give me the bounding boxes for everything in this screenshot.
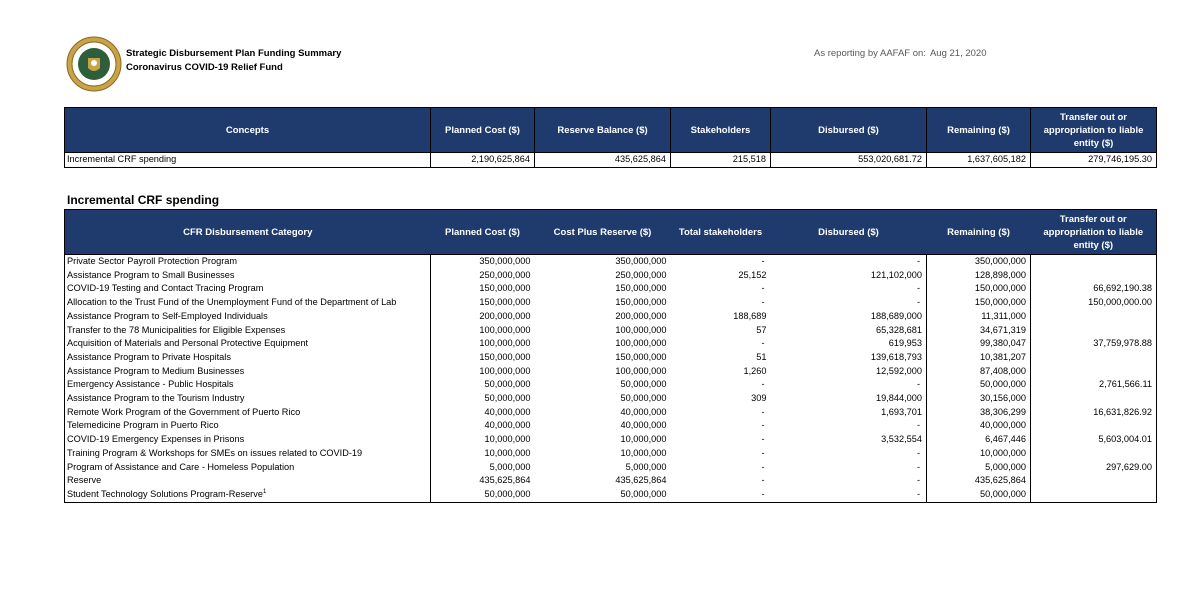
- table-row: [65, 419, 1157, 433]
- table-cell: 10,381,207: [927, 351, 1031, 365]
- table-cell: Training Program & Workshops for SMEs on issues related to COVID-19: [65, 447, 431, 461]
- table-cell: -: [761, 297, 765, 308]
- table-cell: 139,618,793: [771, 351, 927, 365]
- table-cell: 1,260: [743, 365, 767, 376]
- table-cell: 40,000,000: [927, 419, 1031, 433]
- table-cell: 99,380,047: [927, 337, 1031, 351]
- table-row: [65, 474, 1157, 488]
- table-cell: [1031, 324, 1157, 338]
- summary-cell: 1,637,605,182: [927, 153, 1031, 168]
- table-cell: 3,532,554: [771, 433, 927, 447]
- table-row: [65, 337, 1157, 351]
- summary-header-2: Reserve Balance ($): [535, 108, 671, 153]
- table-cell: 50,000,000: [484, 393, 531, 404]
- table-cell: Assistance Program to Private Hospitals: [65, 351, 431, 365]
- table-cell: 40,000,000: [484, 420, 531, 431]
- table-cell: 188,689,000: [771, 310, 927, 324]
- table-cell: Program of Assistance and Care - Homeless Population: [65, 461, 431, 475]
- table-cell: COVID-19 Emergency Expenses in Prisons: [65, 433, 431, 447]
- table-row: [65, 365, 1157, 379]
- table-cell: 100,000,000: [479, 338, 531, 349]
- table-cell: -: [771, 378, 927, 392]
- table-cell: 150,000,000: [927, 296, 1031, 310]
- table-cell: 50,000,000: [927, 488, 1031, 502]
- table-cell: 435,625,864: [479, 475, 531, 486]
- table-cell: 34,671,319: [927, 324, 1031, 338]
- table-cell: 51: [756, 351, 767, 362]
- table-cell: 200,000,000: [615, 310, 667, 321]
- table-cell: -: [761, 420, 765, 431]
- table-cell: Transfer to the 78 Municipalities for Eligible Expenses: [65, 324, 431, 338]
- summary-cell: 279,746,195.30: [1031, 153, 1157, 168]
- table-cell: [1031, 365, 1157, 379]
- table-cell: [1031, 255, 1157, 269]
- detail-table: [64, 209, 1157, 503]
- table-row: [65, 461, 1157, 475]
- footnote-marker: 1: [262, 488, 267, 495]
- table-cell: Emergency Assistance - Public Hospitals: [65, 378, 431, 392]
- table-cell: 100,000,000: [479, 324, 531, 335]
- table-cell: Student Technology Solutions Program-Reserve$^1$: [65, 488, 431, 502]
- table-row: [65, 255, 1157, 269]
- table-cell: 100,000,000: [615, 338, 667, 349]
- summary-cell: 435,625,864: [535, 153, 671, 168]
- report-title: Strategic Disbursement Plan Funding Summary: [126, 48, 342, 59]
- table-cell: 435,625,864: [615, 475, 667, 486]
- detail-header-0: CFR Disbursement Category: [65, 210, 431, 255]
- table-cell: [1031, 488, 1157, 502]
- table-cell: 50,000,000: [620, 393, 667, 404]
- table-cell: 40,000,000: [620, 406, 667, 417]
- summary-header-1: Planned Cost ($): [431, 108, 535, 153]
- table-cell: 100,000,000: [615, 365, 667, 376]
- table-cell: 150,000,000: [479, 283, 531, 294]
- table-cell: Telemedicine Program in Puerto Rico: [65, 419, 431, 433]
- table-cell: Private Sector Payroll Protection Program: [65, 255, 431, 269]
- table-cell: 10,000,000: [927, 447, 1031, 461]
- table-cell: [1031, 419, 1157, 433]
- table-cell: 1,693,701: [771, 406, 927, 420]
- table-cell: 10,000,000: [484, 434, 531, 445]
- table-cell: 10,000,000: [620, 447, 667, 458]
- table-cell: 37,759,978.88: [1031, 337, 1157, 351]
- table-cell: Assistance Program to Self-Employed Individuals: [65, 310, 431, 324]
- table-cell: [1031, 392, 1157, 406]
- table-cell: -: [771, 474, 927, 488]
- table-cell: 200,000,000: [479, 310, 531, 321]
- detail-header-6: Transfer out or appropriation to liable entity ($): [1031, 210, 1157, 255]
- table-cell: 5,000,000: [625, 461, 667, 472]
- table-cell: 40,000,000: [484, 406, 531, 417]
- summary-header-4: Disbursed ($): [771, 108, 927, 153]
- table-cell: 65,328,681: [771, 324, 927, 338]
- table-cell: 16,631,826.92: [1031, 406, 1157, 420]
- table-cell: -: [761, 379, 765, 390]
- table-row: [65, 269, 1157, 283]
- table-cell: 5,000,000: [489, 461, 531, 472]
- as-of-date: Aug 21, 2020: [929, 48, 987, 59]
- table-cell: 2,761,566.11: [1031, 378, 1157, 392]
- table-cell: 50,000,000: [535, 488, 671, 502]
- table-row: [65, 378, 1157, 392]
- table-cell: -: [771, 296, 927, 310]
- table-cell: -: [771, 255, 927, 269]
- table-cell: 350,000,000: [927, 255, 1031, 269]
- table-cell: 11,311,000: [927, 310, 1031, 324]
- table-cell: 250,000,000: [615, 269, 667, 280]
- table-cell: -: [761, 406, 765, 417]
- summary-header-5: Remaining ($): [927, 108, 1031, 153]
- table-cell: 5,603,004.01: [1031, 433, 1157, 447]
- table-row: [65, 447, 1157, 461]
- summary-cell: Incremental CRF spending: [65, 153, 431, 168]
- summary-header-3: Stakeholders: [671, 108, 771, 153]
- summary-cell: 215,518: [671, 153, 771, 168]
- table-cell: 66,692,190.38: [1031, 282, 1157, 296]
- table-cell: 150,000,000: [479, 297, 531, 308]
- table-cell: 150,000,000: [479, 351, 531, 362]
- table-cell: 150,000,000: [615, 297, 667, 308]
- table-cell: 57: [756, 324, 767, 335]
- table-cell: -: [771, 488, 927, 502]
- government-seal-icon: [66, 36, 122, 92]
- table-row: [65, 282, 1157, 296]
- table-cell: [1031, 310, 1157, 324]
- summary-cell: 2,190,625,864: [431, 153, 535, 168]
- as-of-label: As reporting by AAFAF on:: [814, 48, 926, 59]
- table-cell: -: [771, 282, 927, 296]
- table-cell: 150,000,000: [615, 351, 667, 362]
- table-cell: 297,629.00: [1031, 461, 1157, 475]
- table-cell: Allocation to the Trust Fund of the Unemployment Fund of the Department of Lab: [65, 296, 431, 310]
- table-cell: 188,689: [733, 310, 767, 321]
- table-cell: 350,000,000: [615, 256, 667, 266]
- table-cell: 121,102,000: [771, 269, 927, 283]
- report-subtitle: Coronavirus COVID-19 Relief Fund: [126, 62, 283, 73]
- table-cell: -: [761, 256, 765, 266]
- table-cell: -: [761, 338, 765, 349]
- table-cell: Assistance Program to Medium Businesses: [65, 365, 431, 379]
- detail-header-row: [65, 210, 1157, 255]
- table-row: [65, 351, 1157, 365]
- table-cell: Remote Work Program of the Government of Puerto Rico: [65, 406, 431, 420]
- table-cell: -: [771, 461, 927, 475]
- table-cell: 38,306,299: [927, 406, 1031, 420]
- table-cell: 250,000,000: [479, 269, 531, 280]
- table-row: [65, 406, 1157, 420]
- table-cell: 350,000,000: [479, 256, 531, 266]
- table-cell: 150,000,000: [615, 283, 667, 294]
- table-cell: [1031, 351, 1157, 365]
- table-cell: 25,152: [738, 269, 767, 280]
- detail-header-2: Cost Plus Reserve ($): [535, 210, 671, 255]
- table-cell: 50,000,000: [620, 379, 667, 390]
- table-cell: 619,953: [771, 337, 927, 351]
- table-cell: Reserve: [65, 474, 431, 488]
- table-cell: [1031, 474, 1157, 488]
- table-cell: 435,625,864: [927, 474, 1031, 488]
- section-title: Incremental CRF spending: [67, 193, 220, 207]
- summary-table: [64, 107, 1157, 168]
- table-cell: 100,000,000: [479, 365, 531, 376]
- table-cell: Assistance Program to the Tourism Industry: [65, 392, 431, 406]
- table-row: [65, 296, 1157, 310]
- table-cell: 100,000,000: [615, 324, 667, 335]
- table-cell: 12,592,000: [771, 365, 927, 379]
- table-cell: -: [761, 447, 765, 458]
- table-cell: -: [761, 475, 765, 486]
- table-row: [65, 433, 1157, 447]
- summary-header-0: Concepts: [65, 108, 431, 153]
- table-cell: 6,467,446: [927, 433, 1031, 447]
- table-cell: 128,898,000: [927, 269, 1031, 283]
- table-cell: -: [761, 283, 765, 294]
- table-cell: 50,000,000: [927, 378, 1031, 392]
- table-row: [65, 310, 1157, 324]
- table-cell: 50,000,000: [484, 379, 531, 390]
- table-cell: -: [771, 419, 927, 433]
- table-cell: -: [671, 488, 771, 502]
- table-row: [65, 392, 1157, 406]
- summary-row: [65, 153, 1157, 168]
- table-row: [65, 324, 1157, 338]
- detail-header-3: Total stakeholders: [671, 210, 771, 255]
- table-cell: 5,000,000: [927, 461, 1031, 475]
- report-date: [814, 47, 986, 61]
- table-cell: 309: [751, 393, 767, 404]
- table-cell: [1031, 269, 1157, 283]
- table-cell: 50,000,000: [431, 488, 535, 502]
- table-cell: 150,000,000: [927, 282, 1031, 296]
- table-cell: 10,000,000: [620, 434, 667, 445]
- table-cell: 40,000,000: [620, 420, 667, 431]
- table-cell: 10,000,000: [484, 447, 531, 458]
- table-cell: 30,156,000: [927, 392, 1031, 406]
- detail-header-4: Disbursed ($): [771, 210, 927, 255]
- summary-cell: 553,020,681.72: [771, 153, 927, 168]
- table-cell: [1031, 447, 1157, 461]
- table-cell: -: [771, 447, 927, 461]
- table-cell: 150,000,000.00: [1031, 296, 1157, 310]
- summary-header-row: [65, 108, 1157, 153]
- detail-header-1: Planned Cost ($): [431, 210, 535, 255]
- table-cell: 87,408,000: [927, 365, 1031, 379]
- summary-header-6: Transfer out or appropriation to liable entity ($): [1031, 108, 1157, 153]
- detail-header-5: Remaining ($): [927, 210, 1031, 255]
- table-cell: -: [761, 434, 765, 445]
- table-cell: Acquisition of Materials and Personal Protective Equipment: [65, 337, 431, 351]
- table-cell: 19,844,000: [771, 392, 927, 406]
- table-cell: Assistance Program to Small Businesses: [65, 269, 431, 283]
- table-cell: -: [761, 461, 765, 472]
- table-row: [65, 488, 1157, 502]
- table-cell: COVID-19 Testing and Contact Tracing Program: [65, 282, 431, 296]
